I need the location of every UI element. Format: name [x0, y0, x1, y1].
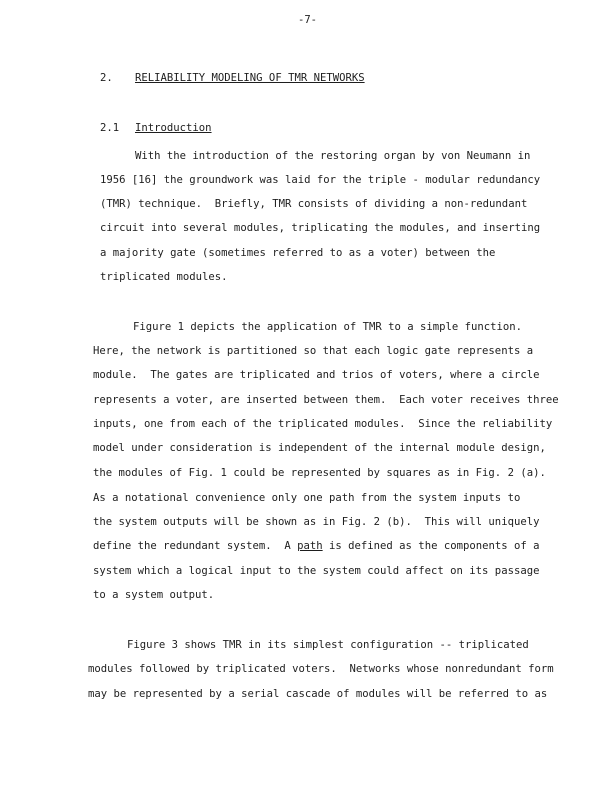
- paragraph-line: With the introduction of the restoring organ by von Neumann in: [135, 150, 531, 162]
- paragraph-line: Figure 3 shows TMR in its simplest configuration -- triplicated: [127, 639, 529, 651]
- path-sentence-lead: A: [284, 540, 298, 552]
- paragraph-line: triplicated modules.: [100, 271, 228, 283]
- paragraph-line: represents a voter, are inserted between them. Each voter receives three: [93, 394, 559, 406]
- paragraph-line: the system outputs will be shown as in Fig. 2 (b). This will uniquely: [93, 516, 540, 528]
- section-number: 2.: [100, 72, 113, 84]
- paragraph-line: system which a logical input to the system could affect on its passage: [93, 565, 540, 577]
- paragraph-line: (TMR) technique. Briefly, TMR consists of dividing a non-redundant: [100, 198, 528, 210]
- subsection-title: Introduction: [135, 122, 212, 134]
- subsection-number: 2.1: [100, 122, 120, 134]
- page-number: -7-: [298, 14, 317, 26]
- paragraph-line: [93, 541, 540, 552]
- paragraph-line: module. The gates are triplicated and trios of voters, where a circle: [93, 369, 540, 381]
- paragraph-line: to a system output.: [93, 589, 215, 601]
- paragraph-line: circuit into several modules, triplicating the modules, and inserting: [100, 222, 541, 234]
- paragraph-line: Figure 1 depicts the application of TMR to a simple function.: [133, 321, 523, 333]
- paragraph-line: a majority gate (sometimes referred to as a voter) between the: [100, 247, 496, 259]
- paragraph-line: modules followed by triplicated voters. Networks whose nonredundant form: [88, 663, 554, 675]
- paragraph-text: define the redundant system.: [93, 540, 272, 552]
- paragraph-line: inputs, one from each of the triplicated modules. Since the reliability: [93, 418, 553, 430]
- paragraph-line: As a notational convenience only one path from the system inputs to: [93, 492, 521, 504]
- paragraph-line: the modules of Fig. 1 could be represented by squares as in Fig. 2 (a).: [93, 467, 546, 479]
- paragraph-line: model under consideration is independent of the internal module design,: [93, 442, 546, 454]
- paragraph-line: 1956 [16] the groundwork was laid for the triple - modular redundancy: [100, 174, 541, 186]
- paragraph-line: may be represented by a serial cascade of modules will be referred to as: [88, 688, 548, 700]
- path-term: path: [297, 540, 323, 552]
- section-title: RELIABILITY MODELING OF TMR NETWORKS: [135, 72, 365, 84]
- paragraph-line: Here, the network is partitioned so that each logic gate represents a: [93, 345, 534, 357]
- path-sentence-rest: is defined as the components of a: [322, 540, 540, 552]
